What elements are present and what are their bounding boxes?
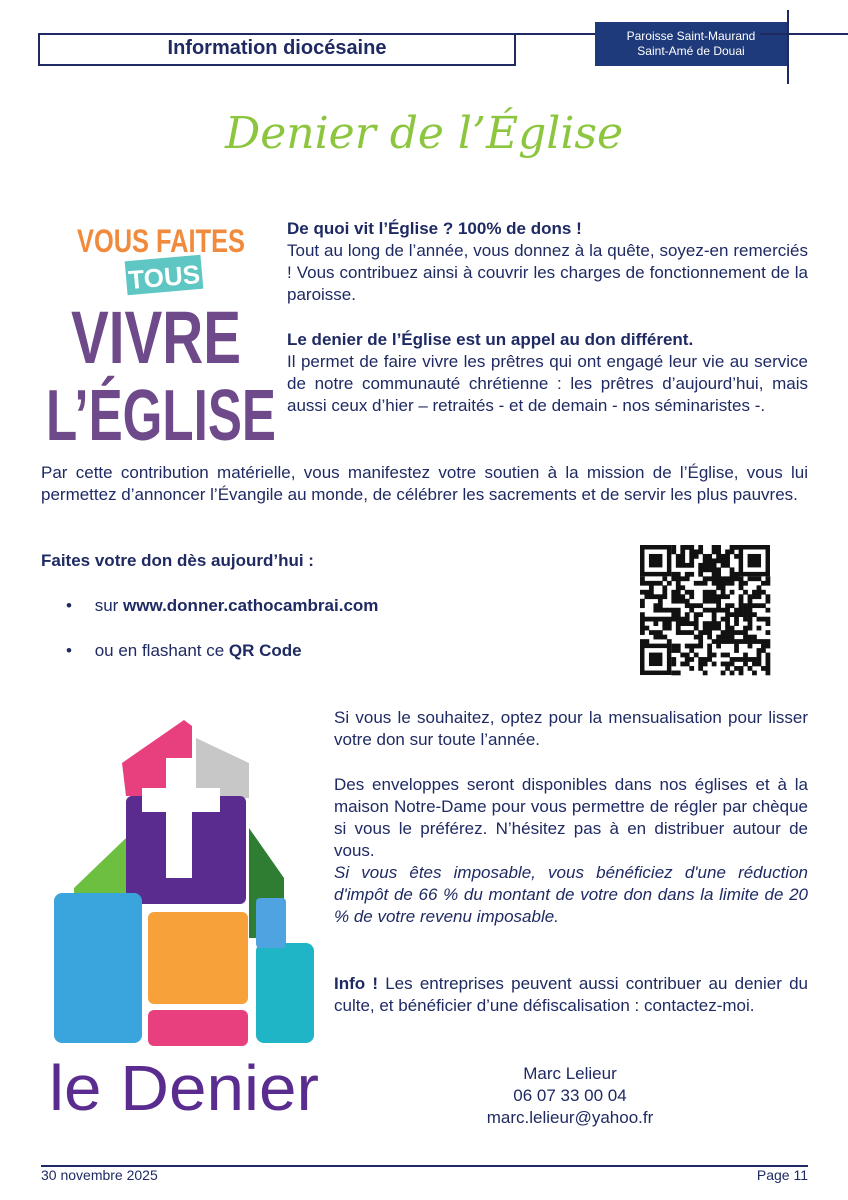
header-cross-horizontal — [760, 33, 848, 35]
contribution-paragraph: Par cette contribution matérielle, vous manifestez votre soutien à la mission de l’Église, vous lui permettez d’annoncer l’Évangile au monde, de célébrer les sacrements et de servir les plus pauvres. — [41, 463, 808, 504]
logo-line-vous-faites: VOUS FAITES — [77, 223, 245, 259]
logo-cross-horizontal — [142, 788, 220, 812]
contact-block — [430, 1063, 710, 1129]
logo-lightblue-block — [256, 898, 286, 948]
donation-bullet-website — [66, 596, 378, 616]
logo-line-vivre: VIVRE — [71, 296, 241, 379]
section-title: Information diocésaine — [167, 37, 387, 59]
footer-date: 30 novembre 2025 — [41, 1167, 158, 1183]
intro-paragraph — [287, 218, 808, 306]
donation-heading: Faites votre don dès aujourd’hui : — [41, 551, 314, 570]
contact-phone[interactable]: 06 07 33 00 04 — [513, 1086, 627, 1105]
info-label: Info ! — [334, 974, 379, 993]
logo-cross-vertical — [166, 758, 192, 878]
donation-bullet-qr — [66, 641, 302, 661]
enveloppes-paragraph — [334, 774, 808, 928]
vous-faites-vivre-logo — [44, 220, 278, 456]
parish-name: Paroisse Saint-Maurand — [626, 29, 756, 43]
logo-blue-block — [54, 893, 142, 1043]
header-cross-vertical — [787, 10, 789, 84]
tax-reduction-note: Si vous êtes imposable, vous bénéficiez d'une réduction d'impôt de 66 % du montant de votre don dans la limite de 20 % de votre revenu imposable. — [334, 863, 808, 926]
contact-email[interactable]: marc.lelieur@yahoo.fr — [486, 1108, 654, 1127]
qr-code[interactable] — [638, 545, 772, 675]
parish-badge — [595, 22, 787, 66]
intro-body: Tout au long de l’année, vous donnez à la quête, soyez-en remerciés ! Vous contribuez ainsi à couvrir les charges de fonctionnement de la paroisse. — [287, 241, 808, 304]
bullet-dot: • — [66, 596, 72, 615]
qr-label: QR Code — [228, 641, 302, 660]
logo-orange-block — [148, 912, 248, 1004]
page-title: Denier de l’Église — [224, 108, 624, 159]
logo-cyan-block — [256, 943, 314, 1043]
logo-line-tous: TOUS — [127, 258, 202, 296]
contact-name: Marc Lelieur — [523, 1064, 617, 1083]
denier-heading: Le denier de l’Église est un appel au don différent. — [287, 330, 694, 349]
le-denier-logo — [44, 718, 324, 1124]
parish-subname: Saint-Amé de Douai — [637, 44, 745, 58]
bullet-prefix: ou en flashant ce — [94, 641, 229, 660]
intro-heading: De quoi vit l’Église ? 100% de dons ! — [287, 219, 582, 238]
denier-body: Il permet de faire vivre les prêtres qui ont engagé leur vie au service de notre communauté chrétienne : les prêtres d’aujourd’hui, mais aussi ceux d’hier – retraités - et de demain - nos séminaristes -. — [287, 352, 808, 415]
donation-link[interactable]: www.donner.cathocambrai.com — [123, 596, 379, 615]
qr-code-graphic — [638, 545, 772, 675]
logo-le-denier-text: le Denier — [49, 1052, 319, 1124]
logo-line-eglise: L’ÉGLISE — [46, 376, 276, 456]
denier-paragraph — [287, 329, 808, 417]
info-paragraph — [334, 973, 808, 1017]
info-body: Les entreprises peuvent aussi contribuer au denier du culte, et bénéficier d’une défiscalisation : contactez-moi. — [334, 974, 808, 1015]
enveloppes-body: Des enveloppes seront disponibles dans nos églises et à la maison Notre-Dame pour vous permettre de régler par chèque si vous le préférez. N’hésitez pas à en distribuer autour de vous. — [334, 775, 808, 860]
bullet-prefix: sur — [94, 596, 124, 615]
mensualisation-paragraph: Si vous le souhaitez, optez pour la mensualisation pour lisser votre don sur toute l’année. — [334, 708, 808, 749]
header-rule — [516, 33, 596, 35]
page-number: Page 11 — [756, 1167, 808, 1183]
logo-pink-bottom-block — [148, 1010, 248, 1046]
bullet-dot: • — [66, 641, 72, 660]
